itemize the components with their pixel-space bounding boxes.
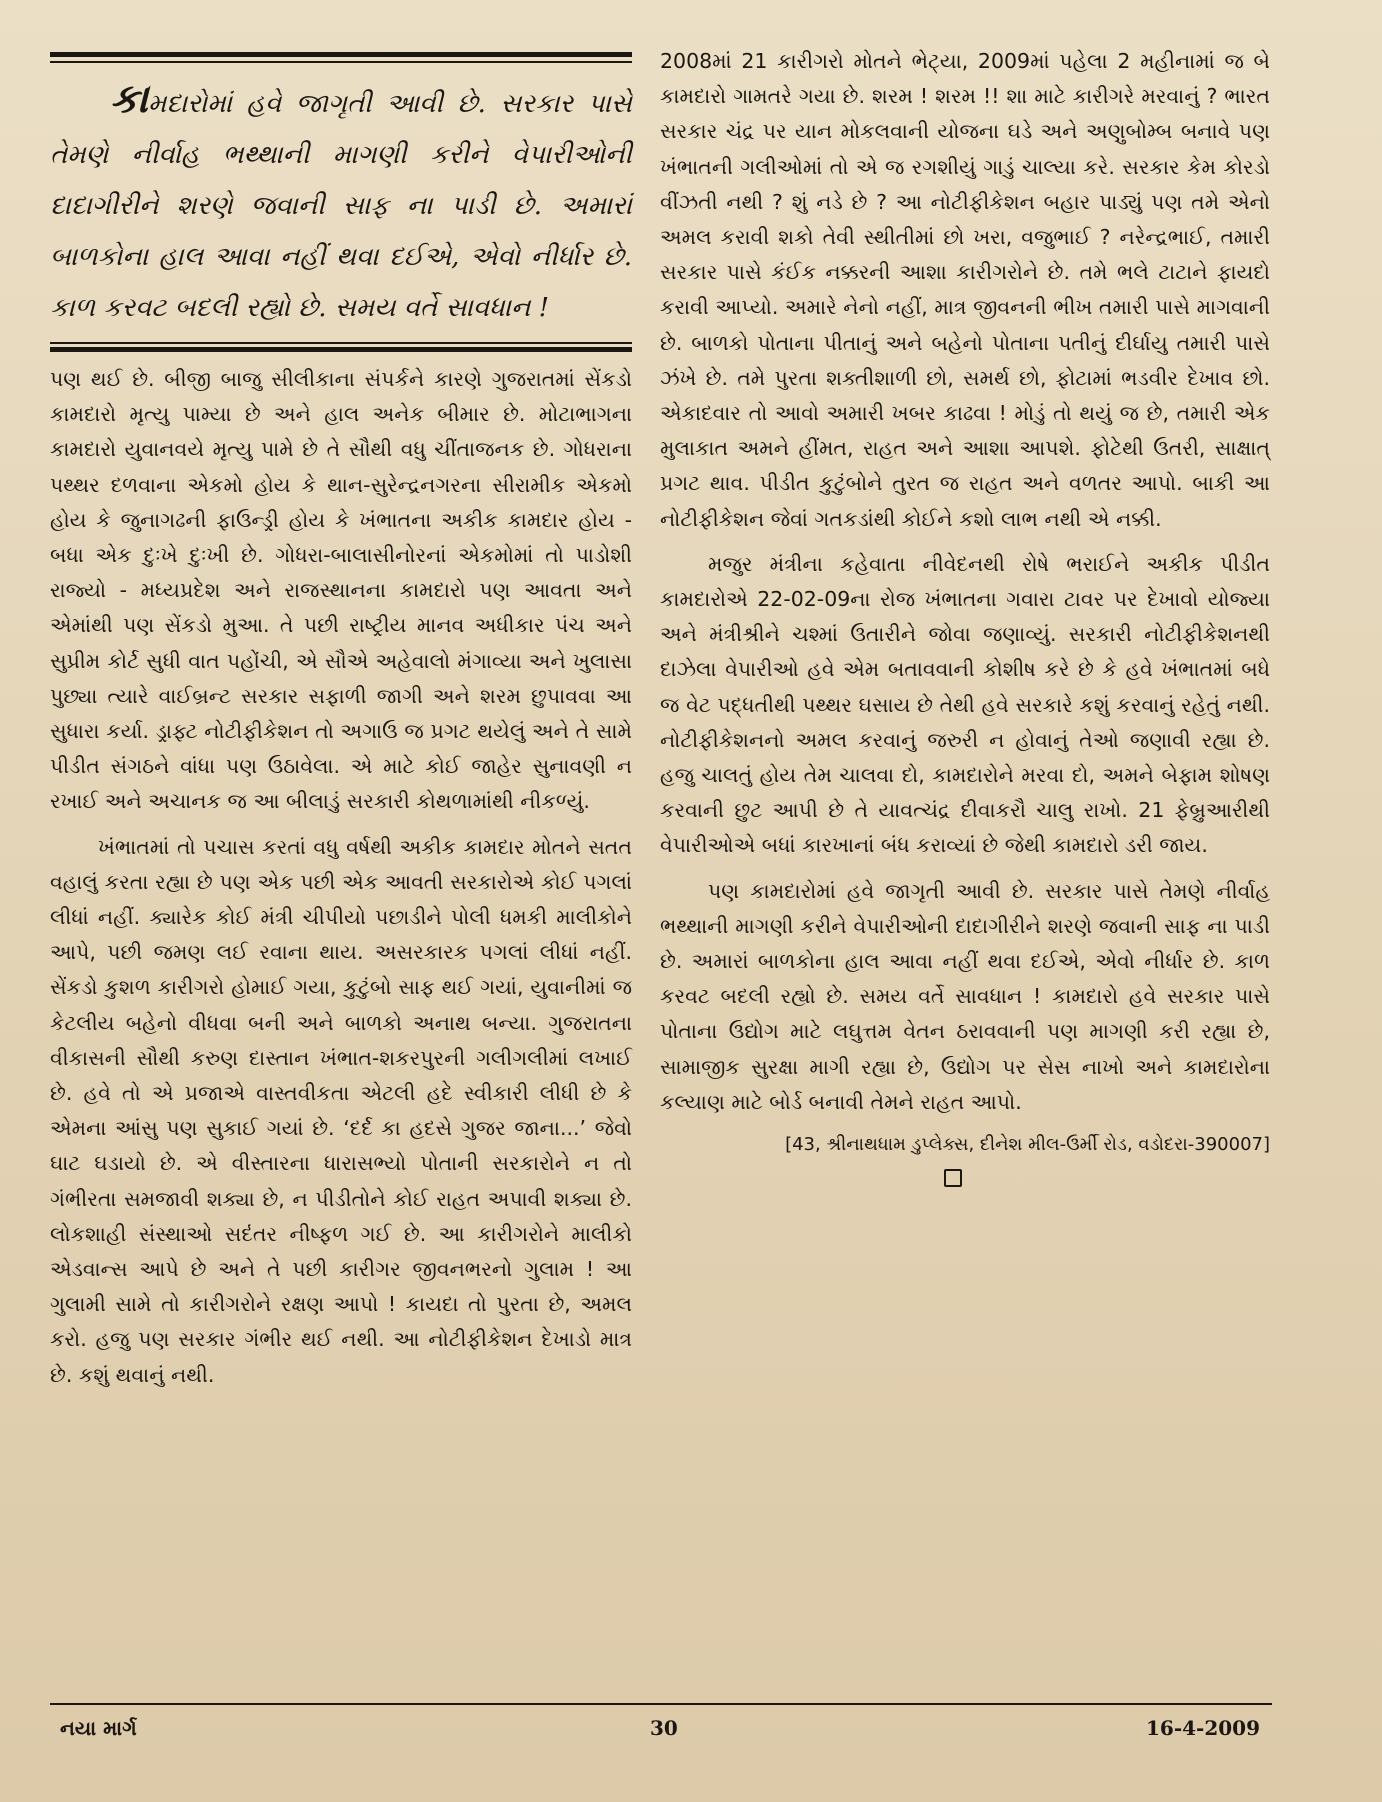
right-column (660, 44, 1270, 1187)
pullquote-bottom-rule-thin (50, 342, 632, 344)
footer-rule (50, 1703, 1272, 1705)
pullquote-text: મદારોમાં હવે જાગૃતી આવી છે. સરકાર પાસે તેમણે નીર્વાહ ભથ્થાની માગણી કરીને વેપારીઓની દાદાગીરીને શરણે જવાની સાફ ના પાડી છે. અમારાં બાળકોના હાલ આવા નહીં થવા દઈએ, એવો નીર્ધાર છે. કાળ કરવટ બદલી રહ્યો છે. સમય વર્તે સાવધાન ! (50, 89, 632, 323)
paragraph: પણ થઈ છે. બીજી બાજુ સીલીકાના સંપર્કને કારણે ગુજરાતમાં સેંકડો કામદારો મૃત્યુ પામ્યા છે અને હાલ અનેક બીમાર છે. મોટાભાગના કામદારો યુવાનવયે મૃત્યુ પામે છે તે સૌથી વધુ ચીંતાજનક છે. ગોધરાના પથ્થર દળવાના એકમો હોય કે થાન-સુરેન્દ્રનગરના સીરામીક એકમો હોય કે જુનાગઢની ફાઉન્ડ્રી હોય કે ખંભાતના અકીક કામદાર હોય - બધા એક દુઃખે દુઃખી છે. ગોધરા-બાલાસીનોરનાં એકમોમાં તો પાડોશી રાજ્યો - મધ્યપ્રદેશ અને રાજસ્થાનના કામદારો પણ આવતા અને એમાંથી પણ સેંકડો મુઆ. તે પછી રાષ્ટ્રીય માનવ અધીકાર પંચ અને સુપ્રીમ કોર્ટ સુધી વાત પહોંચી, એ સૌએ અહેવાલો મંગાવ્યા અને ખુલાસા પુછ્યા ત્યારે વાઈબ્રન્ટ સરકાર સફાળી જાગી અને શરમ છુપાવવા આ સુધારા કર્યા. ડ્રાફ્ટ નોટીફીકેશન તો અગાઉ જ પ્રગટ થયેલું અને તે સામે પીડીત સંગઠને વાંધા પણ ઉઠાવેલા. એ માટે કોઈ જાહેર સુનાવણી ન રખાઈ અને અચાનક જ આ બીલાડું સરકારી કોથળામાંથી નીકળ્યું. (50, 367, 632, 814)
left-column-text (50, 362, 632, 1393)
end-of-article-mark (944, 1169, 962, 1187)
pullquote-top-rule (50, 52, 632, 57)
author-address: [43, શ્રીનાથધામ ડુપ્લેક્સ, દીનેશ મીલ-ઉર્મી રોડ, વડોદરા-390007] (785, 1134, 1270, 1156)
left-column (50, 52, 632, 1393)
page-number: 30 (650, 1716, 678, 1740)
paragraph: મજુર મંત્રીના કહેવાતા નીવેદનથી રોષે ભરાઈને અકીક પીડીત કામદારોએ 22-02-09ના રોજ ખંભાતના ગવારા ટાવર પર દેખાવો યોજ્યા અને મંત્રીશ્રીને ચશ્માં ઉતારીને જોવા જણાવ્યું. સરકારી નોટીફીકેશનથી દાઝેલા વેપારીઓ હવે એમ બતાવવાની કોશીષ કરે છે કે હવે ખંભાતમાં બધે જ વેટ પદ્ધતીથી પથ્થર ઘસાય છે તેથી હવે સરકારે કશું કરવાનું રહેતું નથી. નોટીફીકેશનનો અમલ કરવાનું જરુરી ન હોવાનું તેઓ જણાવી રહ્યા છે. હજુ ચાલતું હોય તેમ ચાલવા દો, કામદારોને મરવા દો, અમને બેફામ શોષણ કરવાની છુટ આપી છે તે યાવત્ચંદ્ર દીવાકરૌ ચાલુ રાખો. 21 ફેબ્રુઆરીથી વેપારીઓએ બધાં કારખાનાં બંધ કરાવ્યાં છે જેથી કામદારો ડરી જાય. (660, 551, 1270, 858)
paragraph: ખંભાતમાં તો પચાસ કરતાં વધુ વર્ષથી અકીક કામદાર મોતને સતત વહાલું કરતા રહ્યા છે પણ એક પછી એક આવતી સરકારોએ કોઈ પગલાં લીધાં નહીં. ક્યારેક કોઈ મંત્રી ચીપીયો પછાડીને પોલી ધમકી માલીકોને આપે, પછી જમણ લઈ રવાના થાય. અસરકારક પગલાં લીધાં નહીં. સેંકડો કુશળ કારીગરો હોમાઈ ગયા, કુટુંબો સાફ થઈ ગયાં, યુવાનીમાં જ કેટલીય બહેનો વીધવા બની અને બાળકો અનાથ બન્યા. ગુજરાતના વીકાસની સૌથી કરુણ દાસ્તાન ખંભાત-શકરપુરની ગલીગલીમાં લખાઈ છે. હવે તો એ પ્રજાએ વાસ્તવીકતા એટલી હદે સ્વીકારી લીધી છે કે એમના આંસુ પણ સુકાઈ ગયાં છે. ‘દર્દ કા હદસે ગુજર જાના...’ જેવો ઘાટ ઘડાયો છે. એ વીસ્તારના ધારાસભ્યો પોતાની સરકારોને ન તો ગંભીરતા સમજાવી શક્યા છે, ન પીડીતોને કોઈ રાહત અપાવી શક્યા છે. લોકશાહી સંસ્થાઓ સદંતર નીષ્ફળ ગઈ છે. આ કારીગરોને માલીકો એડવાન્સ આપે છે અને તે પછી કારીગર જીવનભરનો ગુલામ ! આ ગુલામી સામે તો કારીગરોને રક્ષણ આપો ! કાયદા તો પુરતા છે, અમલ કરો. હજુ પણ સરકાર ગંભીર થઈ નથી. આ નોટીફીકેશન દેખાડો માત્ર છે. કશું થવાનું નથી. (50, 834, 632, 1387)
right-column-text (660, 44, 1270, 1120)
pullquote (50, 73, 632, 334)
pullquote-top-rule-thin (50, 61, 632, 63)
pullquote-bottom-rule (50, 347, 632, 352)
magazine-name: નયા માર્ગ (60, 1716, 137, 1740)
paragraph: પણ કામદારોમાં હવે જાગૃતી આવી છે. સરકાર પાસે તેમણે નીર્વાહ ભથ્થાની માગણી કરીને વેપારીઓની દાદાગીરીને શરણે જવાની સાફ ના પાડી છે. અમારાં બાળકોના હાલ આવા નહીં થવા દઈએ, એવો નીર્ધાર છે. કાળ કરવટ બદલી રહ્યો છે. સમય વર્તે સાવધાન ! કામદારો હવે સરકાર પાસે પોતાના ઉદ્યોગ માટે લઘુત્તમ વેતન ઠરાવવાની પણ માગણી કરી રહ્યા છે, સામાજીક સુરક્ષા માગી રહ્યા છે, ઉદ્યોગ પર સેસ નાખો અને કામદારોના કલ્યાણ માટે બોર્ડ બનાવી તેમને રાહત આપો. (660, 878, 1270, 1114)
paragraph: 2008માં 21 કારીગરો મોતને ભેટ્યા, 2009માં પહેલા 2 મહીનામાં જ બે કામદારો ગામતરે ગયા છે. શરમ ! શરમ !! શા માટે કારીગરે મરવાનું ? ભારત સરકાર ચંદ્ર પર યાન મોકલવાની યોજના ઘડે અને અણુબોમ્બ બનાવે પણ ખંભાતની ગલીઓમાં તો એ જ રગશીયું ગાડું ચાલ્યા કરે. સરકાર કેમ કોરડો વીંઝતી નથી ? શું નડે છે ? આ નોટીફીકેશન બહાર પાડ્યું પણ તમે એનો અમલ કરાવી શકો તેવી સ્થીતીમાં છો ખરા, વજુભાઈ ? નરેન્દ્રભાઈ, તમારી સરકાર પાસે કંઈક નક્કરની આશા કારીગરોને છે. તમે ભલે ટાટાને ફાયદો કરાવી આપ્યો. અમારે નેનો નહીં, માત્ર જીવનની ભીખ તમારી પાસે માગવાની છે. બાળકો પોતાના પીતાનું અને બહેનો પોતાના પતીનું દીર્ઘાયુ તમારી પાસે ઝંખે છે. તમે પુરતા શક્તીશાળી છો, સમર્થ છો, ફોટામાં ભડવીર દેખાવ છો. એકાદવાર તો આવો અમારી ખબર કાઢવા ! મોડું તો થયું જ છે, તમારી એક મુલાકાત અમને હીંમત, રાહત અને આશા આપશે. ફોટેથી ઉતરી, સાક્ષાત્ પ્રગટ થાવ. પીડીત કુટુંબોને તુરત જ રાહત અને વળતર આપો. બાકી આ નોટીફીકેશન જેવાં ગતકડાંથી કોઈને કશો લાભ નથી એ નક્કી. (660, 49, 1270, 531)
page-footer (60, 1716, 1260, 1752)
issue-date: 16-4-2009 (1145, 1716, 1260, 1740)
pullquote-dropcap: કા (110, 75, 149, 122)
